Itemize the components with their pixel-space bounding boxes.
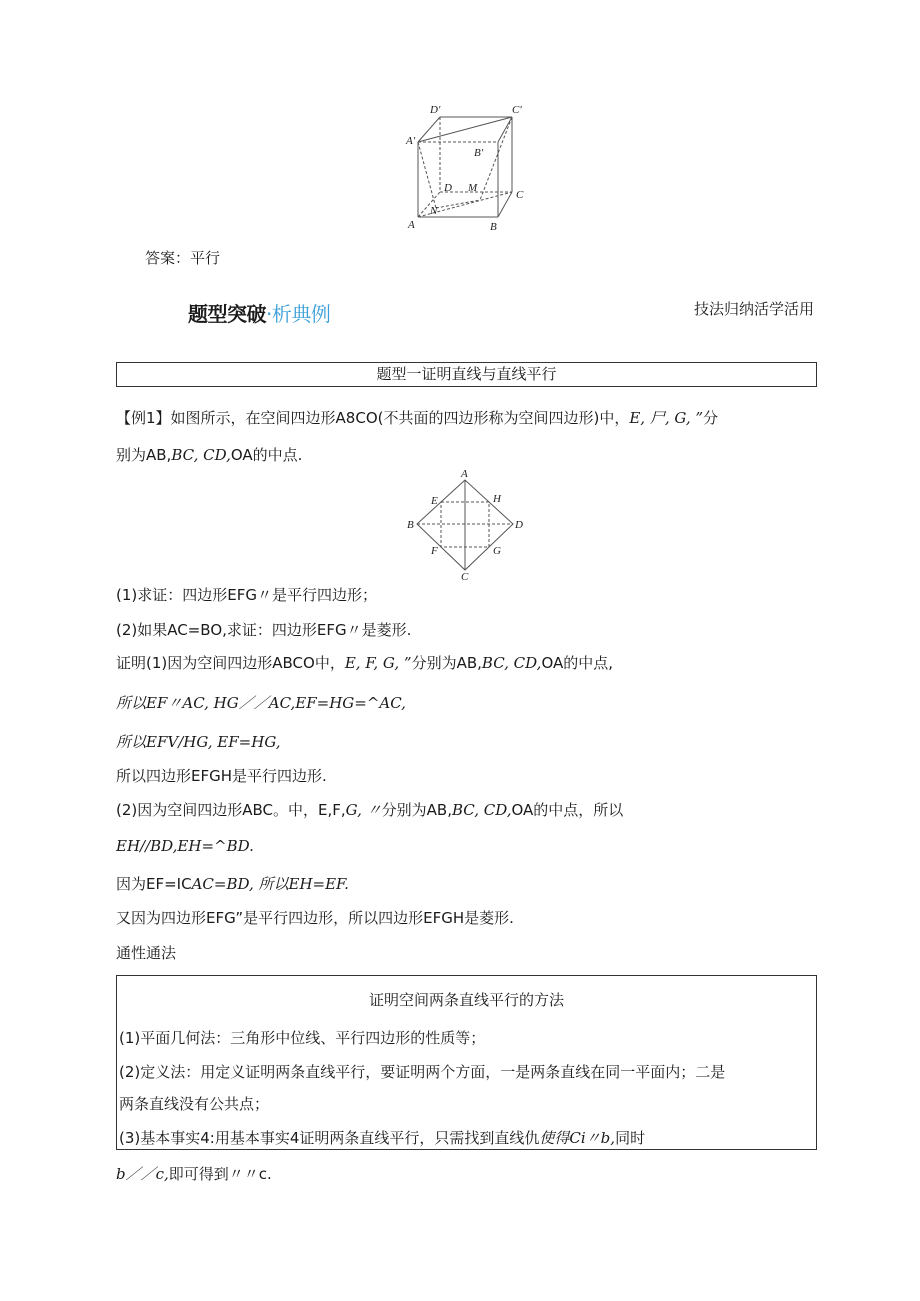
method-item-2b: 两条直线没有公共点； xyxy=(119,1095,270,1113)
answer: 答案：平行 xyxy=(145,249,221,267)
question-1: (1)求证：四边形EFG〃是平行四边形； xyxy=(116,586,377,604)
quad-label: F xyxy=(431,545,438,557)
section-title-sep: · xyxy=(266,302,272,326)
tail-text: 即可得到〃〃c. xyxy=(168,1165,272,1183)
quad-label: G xyxy=(493,545,501,557)
section-title-accent: 析典例 xyxy=(271,302,331,326)
cube-label: A xyxy=(408,219,415,231)
cube-label: C xyxy=(516,189,524,201)
question-2: (2)如果AC=BO,求证：四边形EFG〃是菱形. xyxy=(116,621,412,639)
proof-line-5 xyxy=(116,799,623,820)
quad-label: C xyxy=(461,571,469,582)
example-line-2 xyxy=(116,444,302,465)
tail-italic: b／／c, xyxy=(116,1165,169,1183)
method-italic: 使得Ci〃b, xyxy=(539,1129,616,1147)
proof-line-7 xyxy=(116,873,349,894)
proof-text: 分别为AB, xyxy=(381,801,452,819)
proof-italic: E, F, G, ” xyxy=(344,654,412,672)
proof-text: 证明(1)因为空间四边形ABCO中， xyxy=(116,654,345,672)
method-text: (3)基本事实4:用基本事实4证明两条直线平行，只需找到直线仇 xyxy=(119,1129,540,1147)
example-text: 分 xyxy=(703,409,719,427)
quad-label: A xyxy=(461,468,468,480)
proof-line-4: 所以四边形EFGH是平行四边形. xyxy=(116,767,327,785)
quad-label: D xyxy=(515,519,523,531)
proof-italic: AC=BD, 所以EH=EF. xyxy=(191,875,349,893)
cube-label: B xyxy=(490,221,497,233)
cube-label: A′ xyxy=(406,135,416,147)
proof-text: 因为EF=IC xyxy=(116,875,192,893)
proof-italic: G, 〃 xyxy=(345,801,382,819)
quad-label: E xyxy=(431,495,438,507)
example-italic: BC, CD, xyxy=(171,446,231,464)
proof-line-2: 所以EF〃AC, HG／／AC,EF=HG=^AC, xyxy=(116,694,406,712)
method-box xyxy=(116,975,817,1150)
cube-label: D xyxy=(444,182,452,194)
cube-label: C′ xyxy=(512,104,522,116)
quadrilateral-figure xyxy=(405,466,525,582)
proof-line-3: 所以EFV/HG, EF=HG, xyxy=(116,733,281,751)
proof-line-6: EH//BD,EH=^BD. xyxy=(116,837,254,855)
cube-label: M xyxy=(468,182,478,194)
topic-box xyxy=(116,362,817,387)
topic-box-text: 题型一证明直线与直线平行 xyxy=(376,365,557,383)
section-right-tag: 技法归纳活学活用 xyxy=(693,300,814,318)
section-title-main: 题型突破 xyxy=(188,302,266,326)
example-line-1 xyxy=(116,407,718,428)
method-text: 同时 xyxy=(615,1129,646,1147)
tail-line xyxy=(116,1163,272,1184)
example-italic: E, 尸, G, ” xyxy=(629,409,704,427)
cube-label: D′ xyxy=(430,104,441,116)
proof-line-8: 又因为四边形EFG”是平行四边形，所以四边形EFGH是菱形. xyxy=(116,909,514,927)
section-title xyxy=(188,298,330,327)
method-heading: 通性通法 xyxy=(116,944,177,962)
proof-text: OA的中点, xyxy=(541,654,614,672)
proof-italic: BC, CD, xyxy=(451,801,512,819)
example-text: 【例1】如图所示，在空间四边形A8CO(不共面的四边形称为空间四边形)中， xyxy=(116,409,630,427)
quad-label: B xyxy=(407,519,414,531)
cube-label: N xyxy=(430,205,438,217)
example-text: 别为AB, xyxy=(116,446,172,464)
proof-text: (2)因为空间四边形ABC。中，E,F, xyxy=(116,801,346,819)
proof-text: 分别为AB, xyxy=(411,654,482,672)
cube-label: B′ xyxy=(474,147,484,159)
quad-label: H xyxy=(493,493,501,505)
proof-text: OA的中点，所以 xyxy=(511,801,624,819)
method-box-title: 证明空间两条直线平行的方法 xyxy=(368,991,564,1009)
proof-line-1 xyxy=(116,652,613,673)
method-item-1: (1)平面几何法：三角形中位线、平行四边形的性质等； xyxy=(119,1029,486,1047)
method-item-3 xyxy=(119,1127,645,1148)
proof-italic: BC, CD, xyxy=(481,654,542,672)
method-item-2a: (2)定义法：用定义证明两条直线平行，要证明两个方面，一是两条直线在同一平面内；二是 xyxy=(119,1063,726,1081)
cube-figure xyxy=(400,100,540,240)
example-text: OA的中点. xyxy=(230,446,303,464)
